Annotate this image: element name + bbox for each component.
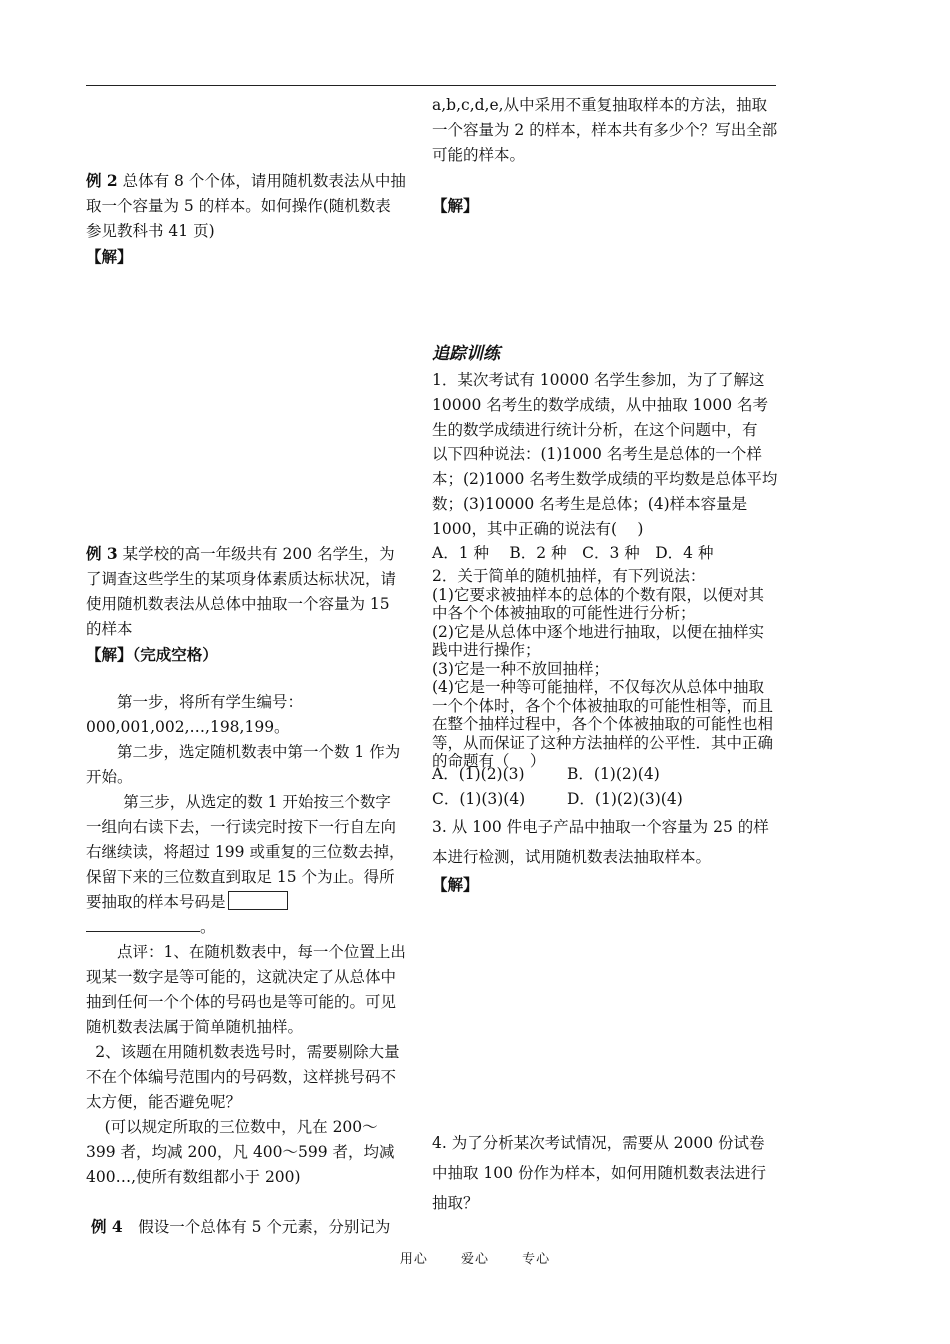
footer-word-2: 爱心 (460, 1252, 489, 1267)
question-3-answer: 【解】 (432, 875, 479, 894)
example-3-answer: 【解】（完成空格） (86, 645, 218, 664)
question-2-option-d: D．(1)(2)(3)(4) (567, 790, 683, 808)
example-3 (86, 541, 406, 668)
example-4-answer: 【解】 (432, 196, 479, 215)
page-footer (0, 1248, 950, 1267)
question-2-option-c: C．(1)(3)(4) (432, 790, 526, 808)
header-rule (86, 85, 776, 86)
question-2-item-2: (2)它是从总体中逐个地进行抽取，以便在抽样实践中进行操作； (432, 622, 764, 659)
question-4: 4. 为了分析某次考试情况，需要从 2000 份试卷中抽取 100 份作为样本，如何用随机数表法进行抽取？ (432, 1134, 766, 1212)
question-2-item-3: (3)它是一种不放回抽样； (432, 659, 609, 678)
question-2 (432, 567, 778, 771)
question-2-item-1: (1)它要求被抽样本的总体的个数有限，以便对其中各个个体被抽取的可能性进行分析； (432, 585, 764, 622)
question-2-option-a: A．(1)(2)(3) (432, 765, 525, 783)
question-2-option-b: B．(1)(2)(4) (567, 765, 660, 783)
question-2-item-4: (4)它是一种等可能抽样，不仅每次从总体中抽取一个个体时，各个个体被抽取的可能性相等，而且在整个抽样过程中，各个个体被抽取的可能性也相等，从而保证了这种方法抽样的公平性．其中正确的命题有（ ） (432, 678, 774, 770)
question-2-options-row-2 (432, 787, 778, 812)
question-1: 1．某次考试有 10000 名学生参加，为了了解这 10000 名考生的数学成绩，从中抽取 1000 名考生的数学成绩进行统计分析，在这个问题中，有 (432, 371, 769, 439)
answer-underline (86, 917, 200, 932)
example-2-text: 总体有 8 个个体，请用随机数表法从中抽取一个容量为 5 的样本。如何操作(随机数表参见教科书 41 页) (86, 172, 406, 240)
step-2: 第二步，选定随机数表中第一个数 1 作为开始。 (86, 743, 401, 786)
question-2-options-row-1 (432, 762, 778, 787)
step-3 (86, 790, 406, 940)
section-title: 追踪训练 (432, 344, 500, 364)
step-3-end: 。 (200, 918, 216, 936)
question-2-stem: 2．关于简单的随机抽样，有下列说法： (432, 567, 706, 585)
example-4 (91, 1214, 411, 1240)
question-1-statements: 以下四种说法：(1)1000 名考生是总体的一个样本；(2)1000 名考生数学成绩的平均数是总体平均数；(3)10000 名考生是总体；(4)样本容量是 1000，其中正确的说法有( ) (432, 445, 778, 538)
footer-word-3: 专心 (522, 1252, 551, 1267)
footer-word-1: 用心 (399, 1252, 428, 1267)
step-3-text: 第三步，从选定的数 1 开始按三个数字一组向右读下去，一行读完时按下一行自左向右继续读，将超过 199 或重复的三位数去掉，保留下来的三位数直到取足 15 个为止。得所要抽取的样本号码是 (86, 793, 405, 911)
example-2 (86, 168, 406, 270)
step-1: 第一步，将所有学生编号：000,001,002,…,198,199。 (86, 693, 304, 736)
example-4-text: 假设一个总体有 5 个元素，分别记为 (138, 1218, 391, 1236)
comment-3: (可以规定所取的三位数中，凡在 200～399 者，均减 200，凡 400～599 者，均减 400…,使所有数组都小于 200) (86, 1118, 395, 1186)
comment-1: 点评：1、在随机数表中，每一个位置上出现某一数字是等可能的，这就决定了从总体中抽到任何一个个体的号码也是等可能的。可见随机数表法属于简单随机抽样。 (86, 943, 406, 1036)
example-4-continued: a,b,c,d,e,从中采用不重复抽取样本的方法，抽取一个容量为 2 的样本，样本共有多少个？写出全部可能的样本。 (432, 96, 778, 164)
example-3-text: 某学校的高一年级共有 200 名学生，为了调查这些学生的某项身体素质达标状况，请使用随机数表法从总体中抽取一个容量为 15 的样本 (86, 545, 397, 638)
example-3-label: 例 3 (86, 544, 118, 563)
example-4-label: 例 4 (91, 1217, 123, 1236)
answer-blank[interactable] (228, 891, 288, 910)
question-1-options: A．1 种 B．2 种 C．3 种 D．4 种 (432, 544, 714, 562)
question-3: 3. 从 100 件电子产品中抽取一个容量为 25 的样本进行检测，试用随机数表法抽取样本。 (432, 818, 769, 866)
example-2-answer: 【解】 (86, 247, 133, 266)
comment-2: 2、该题在用随机数表选号时，需要剔除大量不在个体编号范围内的号码数，这样挑号码不太方便，能否避免呢？ (86, 1043, 400, 1111)
example-2-label: 例 2 (86, 171, 118, 190)
